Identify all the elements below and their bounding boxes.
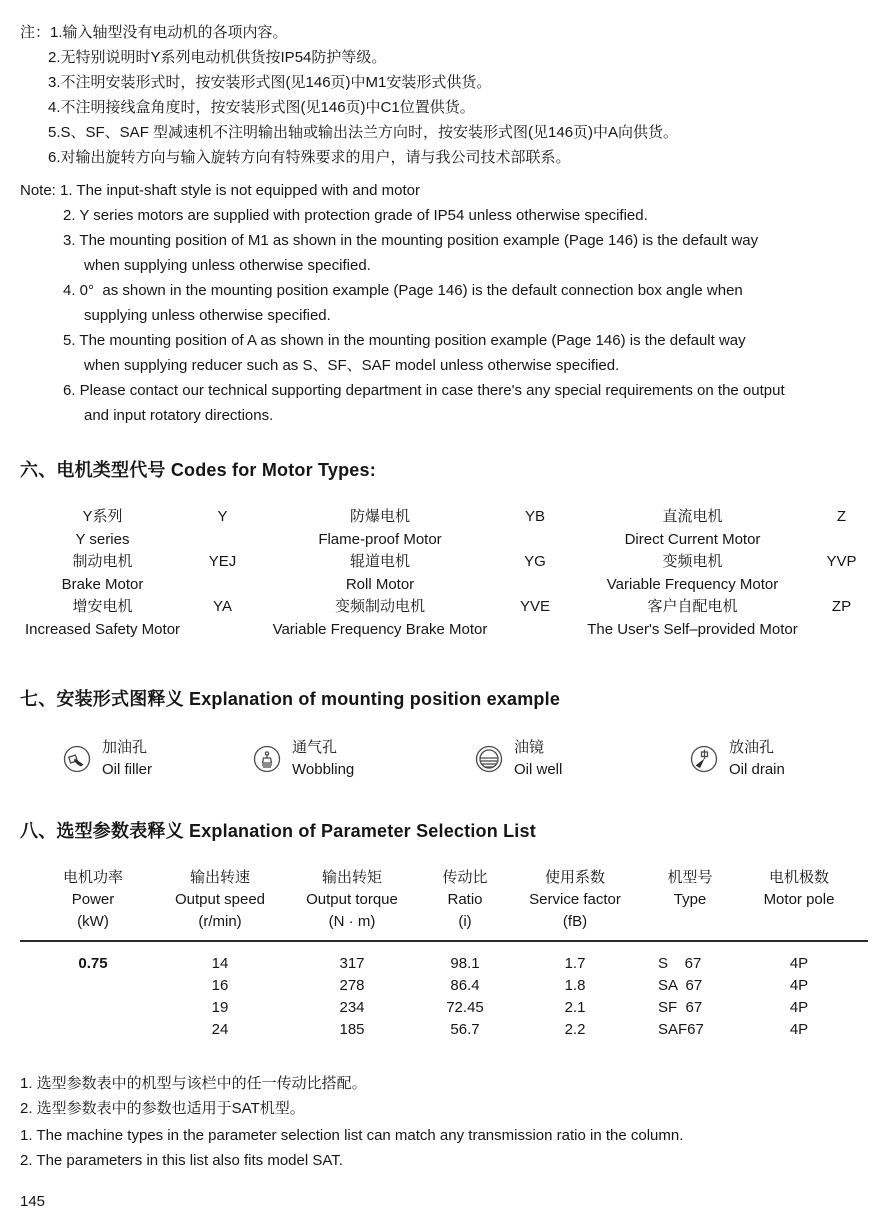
- col-header-en: Service factor: [529, 891, 621, 908]
- cell-torque: 317: [339, 955, 365, 972]
- motor-code: YB: [524, 508, 545, 525]
- legend-label-cn: 放油孔: [729, 739, 775, 756]
- motor-name-en: Direct Current Motor: [624, 530, 761, 548]
- en-note-line: when supplying reducer such as S、SF、SAF model unless otherwise specified.: [84, 357, 620, 374]
- motor-name-cn: Y系列: [82, 508, 123, 525]
- cell-factor: 2.2: [564, 1021, 586, 1038]
- section-parameter-list-heading: [20, 817, 868, 843]
- col-header-cn: 传动比: [442, 869, 488, 886]
- vent-icon: [252, 744, 282, 774]
- col-header-unit: (i): [458, 913, 472, 930]
- empty-cell: [185, 574, 260, 597]
- cn-note-line: 4.不注明接线盒角度时，按安装形式图(见146页)中C1位置供货。: [48, 99, 475, 116]
- col-header-unit: (N · m): [328, 913, 376, 930]
- cn-note-line: 2.无特别说明时Y系列电动机供货按IP54防护等级。: [48, 49, 387, 66]
- heading-en: Codes for Motor Types:: [170, 460, 376, 480]
- oil-drain-icon: [689, 744, 719, 774]
- motor-code: Y: [217, 508, 228, 525]
- motor-type-codes-table: [20, 506, 868, 641]
- motor-name-cn: 增安电机: [72, 598, 133, 615]
- motor-name-cn: 防爆电机: [349, 508, 410, 525]
- motor-name-en: Y series: [75, 530, 130, 548]
- motor-name-en: Increased Safety Motor: [24, 620, 181, 638]
- mounting-legend: [20, 737, 868, 781]
- motor-code: YEJ: [208, 553, 237, 570]
- empty-cell: [500, 574, 570, 597]
- empty-cell: [815, 574, 868, 597]
- col-header-cn: 使用系数: [544, 869, 605, 886]
- col-header-unit: [730, 911, 868, 933]
- heading-en: Explanation of mounting position example: [189, 689, 561, 709]
- col-header-en: Output speed: [174, 891, 266, 908]
- motor-name-cn: 客户自配电机: [647, 598, 738, 615]
- parameter-table-header: [20, 867, 868, 933]
- en-note-line: 6. Please contact our technical supporting department in case there's any special requirements on the output: [63, 382, 785, 399]
- motor-name-en: Variable Frequency Motor: [606, 575, 779, 593]
- parameter-table-body: [20, 953, 868, 1041]
- cell-speed: 16: [211, 977, 229, 994]
- en-note-line: when supplying unless otherwise specified.: [84, 257, 371, 274]
- section-mounting-position-heading: [20, 685, 868, 711]
- footnote-cn: 1. 选型参数表中的机型与该栏中的任一传动比搭配。: [20, 1075, 367, 1092]
- col-header-cn: 输出转矩: [321, 869, 382, 886]
- footnotes-chinese: [20, 1071, 868, 1121]
- cell-ratio: 98.1: [450, 955, 480, 972]
- cell-pole: 4P: [789, 955, 809, 972]
- cell-power: 0.75: [78, 955, 108, 972]
- cell-speed: 14: [211, 955, 229, 972]
- motor-code: YVE: [519, 598, 550, 615]
- motor-name-cn: 制动电机: [72, 553, 133, 570]
- legend-item-oil-well: [474, 737, 689, 781]
- heading-cn: 六、电机类型代号: [20, 460, 166, 480]
- col-header-cn: 电机功率: [62, 869, 123, 886]
- empty-cell: [500, 529, 570, 552]
- oil-filler-icon: [62, 744, 92, 774]
- legend-label-en: Wobbling: [292, 761, 355, 778]
- col-header-unit: (r/min): [198, 913, 242, 930]
- col-header-en: Ratio: [447, 891, 483, 908]
- cell-speed: 19: [211, 999, 229, 1016]
- en-note-line: supplying unless otherwise specified.: [84, 307, 331, 324]
- motor-code: YA: [213, 598, 232, 615]
- motor-name-en: The User's Self–provided Motor: [587, 620, 798, 638]
- cell-speed: 24: [211, 1021, 229, 1038]
- legend-label-cn: 通气孔: [292, 739, 338, 756]
- cell-ratio: 86.4: [450, 977, 480, 994]
- legend-item-oil-drain: [689, 737, 868, 781]
- page-number: 145: [20, 1193, 46, 1210]
- legend-item-wobbling: [252, 737, 474, 781]
- cell-power: [20, 997, 166, 1019]
- legend-item-oil-filler: [62, 737, 252, 781]
- motor-name-en: Roll Motor: [345, 575, 415, 593]
- cell-pole: 4P: [789, 977, 809, 994]
- en-note-line: 2. Y series motors are supplied with protection grade of IP54 unless otherwise specified.: [63, 207, 648, 224]
- col-header-en: Power: [71, 891, 115, 908]
- empty-cell: [185, 529, 260, 552]
- section-motor-type-codes-heading: [20, 456, 868, 482]
- col-header-cn: 输出转速: [189, 869, 250, 886]
- motor-code: ZP: [831, 598, 852, 615]
- cell-factor: 2.1: [564, 999, 586, 1016]
- en-note-line: Note: 1. The input-shaft style is not equipped with and motor: [20, 182, 420, 199]
- heading-cn: 八、选型参数表释义: [20, 821, 184, 841]
- cell-pole: 4P: [789, 1021, 809, 1038]
- col-header-unit: (fB): [562, 913, 588, 930]
- col-header-unit: [650, 911, 730, 933]
- cell-type: S 67: [658, 955, 702, 972]
- motor-name-cn: 辊道电机: [349, 553, 410, 570]
- motor-name-en: Brake Motor: [61, 575, 144, 593]
- empty-cell: [500, 619, 570, 642]
- footnote-en: 2. The parameters in this list also fits model SAT.: [20, 1152, 343, 1169]
- col-header-en: Motor pole: [763, 891, 835, 908]
- motor-name-cn: 直流电机: [662, 508, 723, 525]
- legend-label-en: Oil filler: [102, 761, 153, 778]
- cell-pole: 4P: [789, 999, 809, 1016]
- footnotes-english: [20, 1123, 868, 1173]
- parameter-table: [20, 867, 868, 1041]
- cell-type: SA 67: [658, 977, 703, 994]
- chinese-notes: [20, 20, 868, 170]
- legend-label-en: Oil well: [514, 761, 563, 778]
- table-rule: [20, 940, 868, 942]
- cn-note-line: 注：1.输入轴型没有电动机的各项内容。: [20, 24, 288, 41]
- heading-en: Explanation of Parameter Selection List: [189, 821, 536, 841]
- cn-note-line: 5.S、SF、SAF 型减速机不注明输出轴或输出法兰方向时，按安装形式图(见146页)中A向供货。: [48, 124, 679, 141]
- oil-well-icon: [474, 744, 504, 774]
- cell-ratio: 56.7: [450, 1021, 480, 1038]
- cell-type: SAF67: [658, 1021, 704, 1038]
- legend-label-cn: 加油孔: [102, 739, 148, 756]
- motor-code: Z: [836, 508, 847, 525]
- motor-name-en: Flame-proof Motor: [318, 530, 442, 548]
- cell-power: [20, 1019, 166, 1041]
- motor-name-cn: 变频电机: [662, 553, 723, 570]
- col-header-cn: 机型号: [667, 869, 713, 886]
- col-header-unit: (kW): [77, 913, 109, 930]
- empty-cell: [185, 619, 260, 642]
- cn-note-line: 3.不注明安装形式时，按安装形式图(见146页)中M1安装形式供货。: [48, 74, 492, 91]
- cell-torque: 234: [339, 999, 365, 1016]
- motor-name-cn: 变频制动电机: [334, 598, 425, 615]
- empty-cell: [815, 619, 868, 642]
- legend-label-cn: 油镜: [514, 739, 545, 756]
- en-note-line: and input rotatory directions.: [84, 407, 274, 424]
- motor-code: YG: [524, 553, 546, 570]
- col-header-en: Output torque: [306, 891, 398, 908]
- cell-factor: 1.7: [564, 955, 586, 972]
- col-header-cn: 电机极数: [768, 869, 829, 886]
- cell-ratio: 72.45: [446, 999, 484, 1016]
- cell-torque: 278: [339, 977, 365, 994]
- footnote-en: 1. The machine types in the parameter selection list can match any transmission ratio in the column.: [20, 1127, 684, 1144]
- en-note-line: 3. The mounting position of M1 as shown in the mounting position example (Page 146) is the default way: [63, 232, 759, 249]
- cell-torque: 185: [339, 1021, 365, 1038]
- heading-cn: 七、安装形式图释义: [20, 689, 184, 709]
- english-notes: [20, 178, 868, 428]
- cell-type: SF 67: [658, 999, 703, 1016]
- en-note-line: 5. The mounting position of A as shown in the mounting position example (Page 146) is the default way: [63, 332, 746, 349]
- footnote-cn: 2. 选型参数表中的参数也适用于SAT机型。: [20, 1100, 305, 1117]
- en-note-line: 4. 0° as shown in the mounting position example (Page 146) is the default connection box angle when: [63, 282, 743, 299]
- col-header-en: Type: [673, 891, 707, 908]
- motor-code: YVP: [826, 553, 857, 570]
- cell-power: [20, 975, 166, 997]
- motor-name-en: Variable Frequency Brake Motor: [272, 620, 488, 638]
- cell-factor: 1.8: [564, 977, 586, 994]
- cn-note-line: 6.对输出旋转方向与输入旋转方向有特殊要求的用户，请与我公司技术部联系。: [48, 149, 571, 166]
- legend-label-en: Oil drain: [729, 761, 785, 778]
- empty-cell: [815, 529, 868, 552]
